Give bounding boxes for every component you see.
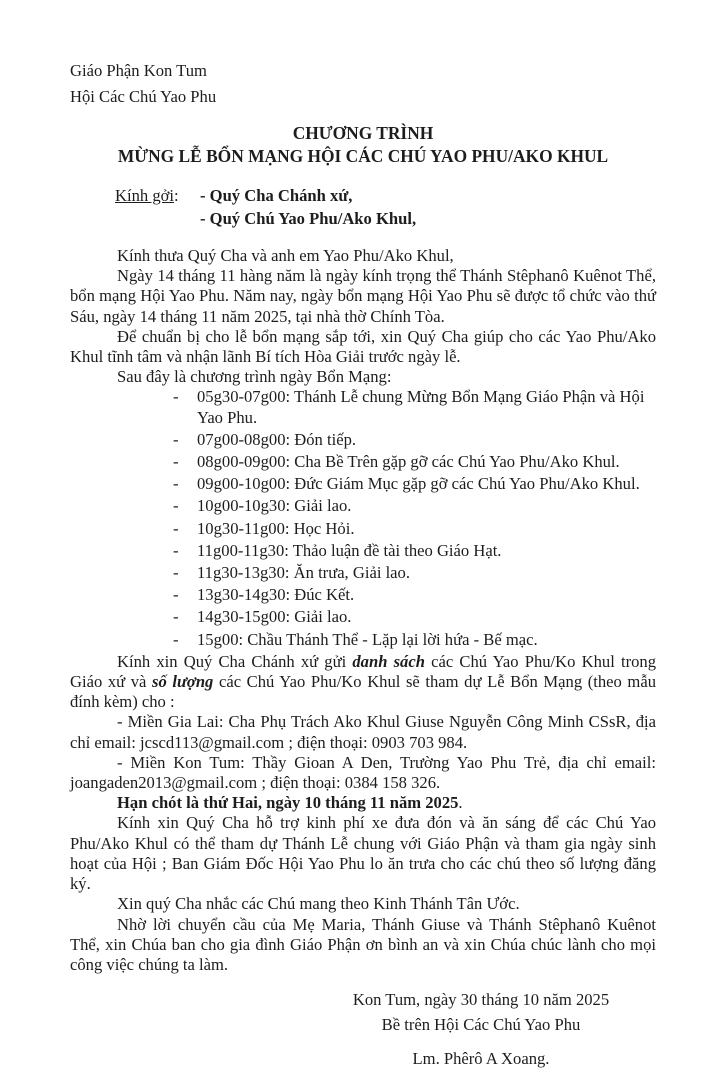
bullet-dash: - bbox=[173, 474, 179, 494]
signature-role: Bề trên Hội Các Chú Yao Phu bbox=[381, 1015, 581, 1035]
bullet-dash: - bbox=[173, 607, 179, 627]
bullet-dash: - bbox=[173, 452, 179, 472]
emphasis-danh-sach: danh sách bbox=[352, 651, 425, 671]
schedule-item-text: 07g00-08g00: Đón tiếp. bbox=[197, 429, 357, 449]
schedule-item bbox=[173, 496, 656, 516]
schedule-item bbox=[173, 607, 656, 627]
schedule-item-text: 10g30-11g00: Học Hỏi. bbox=[197, 518, 355, 538]
salutation-label-wrap bbox=[115, 184, 200, 230]
schedule-list bbox=[70, 387, 656, 649]
bullet-dash: - bbox=[173, 629, 179, 649]
greeting-paragraph: Kính thưa Quý Cha và anh em Yao Phu/Ako Khul, bbox=[117, 246, 454, 265]
blessing-paragraph: Nhờ lời chuyển cầu của Mẹ Maria, Thánh Giuse và Thánh Stêphanô Kuênot Thể, xin Chúa ban cho gia đình Giáo Phận ơn bình an và xin Chúa chúc lành cho mọi công việc chúng ta làm. bbox=[70, 914, 656, 974]
deadline-text: Hạn chót là thứ Hai, ngày 10 tháng 11 năm 2025 bbox=[117, 793, 459, 813]
support-paragraph: Kính xin Quý Cha hỗ trợ kinh phí xe đưa đón và ăn sáng để các Chú Yao Phu/Ako Khul có thể tham dự Thánh Lễ chung với Giáo Phận và tham gia ngày sinh hoạt của Hội ; Ban Giám Đốc Hội Yao Phu lo ăn trưa cho các chú theo số lượng đăng ký. bbox=[70, 813, 656, 894]
schedule-item bbox=[173, 452, 656, 472]
schedule-item-text: 11g30-13g30: Ăn trưa, Giải lao. bbox=[197, 563, 410, 583]
bullet-dash: - bbox=[173, 563, 179, 583]
schedule-item bbox=[173, 563, 656, 583]
signature-name: Lm. Phêrô A Xoang. bbox=[412, 1049, 550, 1069]
schedule-item bbox=[173, 430, 656, 450]
title-line-1: CHƯƠNG TRÌNH bbox=[292, 123, 434, 143]
schedule-item bbox=[173, 585, 656, 605]
schedule-item-text: 08g00-09g00: Cha Bề Trên gặp gỡ các Chú Yao Phu/Ako Khul. bbox=[197, 452, 620, 472]
bible-note-paragraph: Xin quý Cha nhắc các Chú mang theo Kinh Thánh Tân Ước. bbox=[117, 894, 520, 914]
signature-place-date: Kon Tum, ngày 30 tháng 10 năm 2025 bbox=[352, 990, 610, 1010]
schedule-item-text: 13g30-14g30: Đúc Kết. bbox=[197, 585, 355, 605]
schedule-item-text: 09g00-10g00: Đức Giám Mục gặp gỡ các Chú Yao Phu/Ako Khul. bbox=[197, 474, 640, 494]
emphasis-so-luong: số lượng bbox=[152, 672, 214, 692]
intro-paragraph: Ngày 14 tháng 11 hàng năm là ngày kính trọng thể Thánh Stêphanô Kuênot Thể, bổn mạng Hội Yao Phu. Năm nay, ngày bổn mạng Hội Yao Phu sẽ được tổ chức vào thứ Sáu, ngày 14 tháng 11 năm 2025, tại nhà thờ Chính Tòa. bbox=[70, 266, 656, 326]
salutation-label: Kính gởi bbox=[115, 186, 175, 205]
list-request-seg2: các Chú Yao Phu/Ko Khul trong Giáo xứ và bbox=[70, 651, 656, 692]
list-request-seg1: Kính xin Quý Cha Chánh xứ gửi bbox=[117, 651, 353, 671]
org-line-2: Hội Các Chú Yao Phu bbox=[70, 87, 217, 106]
schedule-item bbox=[173, 387, 656, 427]
schedule-item bbox=[173, 474, 656, 494]
recipients bbox=[200, 184, 416, 230]
list-request-paragraph bbox=[70, 652, 656, 713]
bullet-dash: - bbox=[173, 496, 179, 516]
recipient-line: - Quý Cha Chánh xứ, bbox=[200, 186, 353, 205]
schedule-item-text: 15g00: Chầu Thánh Thể - Lặp lại lời hứa - Bế mạc. bbox=[197, 629, 538, 649]
list-request-seg3: các Chú Yao Phu/Ko Khul sẽ tham dự Lễ Bổn Mạng (theo mẫu đính kèm) cho : bbox=[70, 672, 657, 712]
schedule-item-text: 05g30-07g00: Thánh Lễ chung Mừng Bổn Mạng Giáo Phận và Hội Yao Phu. bbox=[197, 387, 645, 427]
contact-gialai-paragraph: - Miền Gia Lai: Cha Phụ Trách Ako Khul Giuse Nguyễn Công Minh CSsR, địa chỉ email: jcscd113@gmail.com ; điện thoại: 0903 703 984. bbox=[70, 712, 656, 752]
schedule-item bbox=[173, 541, 656, 561]
title-line-2: MỪNG LỄ BỔN MẠNG HỘI CÁC CHÚ YAO PHU/AKO KHUL bbox=[117, 146, 609, 166]
preparation-paragraph: Để chuẩn bị cho lễ bổn mạng sắp tới, xin Quý Cha giúp cho các Yao Phu/Ako Khul tĩnh tâm và nhận lãnh Bí tích Hòa Giải trước ngày lễ. bbox=[70, 326, 656, 367]
letterhead bbox=[70, 58, 656, 110]
schedule-item-text: 10g00-10g30: Giải lao. bbox=[197, 496, 352, 516]
salutation-colon: : bbox=[174, 186, 179, 205]
deadline-paragraph bbox=[70, 793, 656, 813]
bullet-dash: - bbox=[173, 387, 179, 407]
document-title bbox=[70, 122, 656, 168]
schedule-item-text: 14g30-15g00: Giải lao. bbox=[197, 607, 352, 627]
salutation-block bbox=[70, 184, 656, 230]
recipient-line: - Quý Chú Yao Phu/Ako Khul, bbox=[200, 209, 417, 228]
org-line-1: Giáo Phận Kon Tum bbox=[70, 61, 207, 80]
schedule-item bbox=[173, 630, 656, 650]
bullet-dash: - bbox=[173, 518, 179, 538]
schedule-item-text: 11g00-11g30: Thảo luận đề tài theo Giáo Hạt. bbox=[197, 540, 502, 560]
bullet-dash: - bbox=[173, 585, 179, 605]
schedule-item bbox=[173, 519, 656, 539]
deadline-period: . bbox=[458, 793, 463, 813]
contact-kontum-paragraph: - Miền Kon Tum: Thầy Gioan A Den, Trường Yao Phu Trẻ, địa chỉ email: joangaden2013@gmail.com ; điện thoại: 0384 158 326. bbox=[70, 752, 656, 793]
signature-block bbox=[316, 987, 646, 1071]
bullet-dash: - bbox=[173, 429, 179, 449]
schedule-intro: Sau đây là chương trình ngày Bổn Mạng: bbox=[117, 367, 392, 387]
bullet-dash: - bbox=[173, 540, 179, 560]
